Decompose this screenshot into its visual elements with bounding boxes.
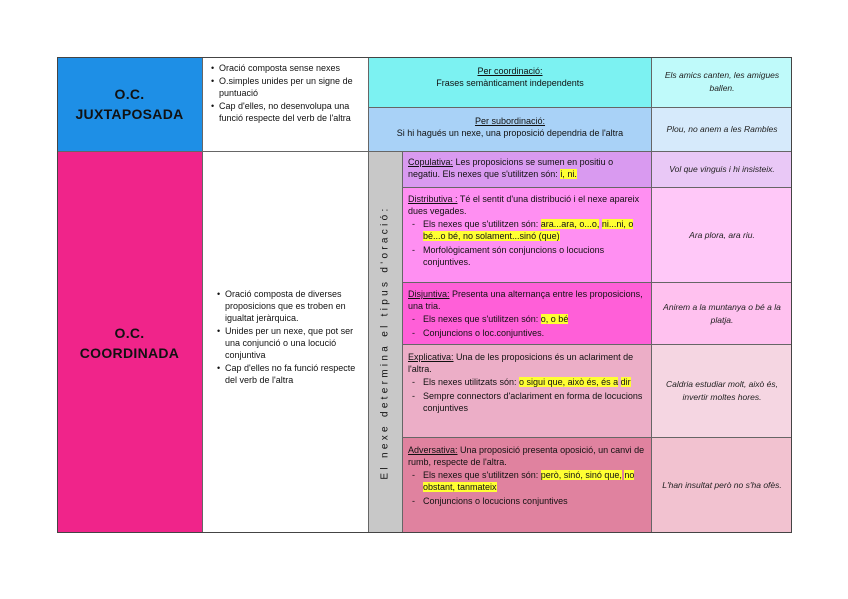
copulativa-example-cell [652,152,792,188]
coordinacio-example: Els amics canten, les amigues ballen. [664,70,780,93]
explicativa-example: Caldria estudiar molt, això és, invertir moltes hores. [666,379,778,402]
vertical-label: El nexe determina el tipus d'oració: [380,205,392,480]
explicativa-cell [403,345,652,438]
disjuntiva-name: Disjuntiva: [408,289,450,299]
disjuntiva-nexes-prefix: Els nexes que s'utilitzen són: [423,314,541,324]
adversativa-list [408,469,647,507]
copulativa-example: Vol que vinguis i hi insisteix. [669,164,775,174]
explicativa-nexes-highlight-2: dir [620,377,631,387]
coordinada-bullet: • Unides per un nexe, que pot ser una conjunció o una locució conjuntiva [225,325,364,361]
distributiva-morphology-item: - Morfològicament són conjuncions o locucions conjuntives. [423,244,647,268]
coordinada-title-cell [57,152,203,533]
juxtaposada-bullet: • Cap d'elles, no desenvolupa una funció respecte del verb de l'altra [219,100,364,124]
adversativa-nexes-highlight: però, sinó, sinó que, [540,470,622,480]
juxtaposada-title-line1: O.C. [114,86,145,102]
distributiva-name: Distributiva : [408,194,458,204]
subordinacio-description: Si hi hagués un nexe, una proposició dependria de l'altra [396,128,624,138]
distributiva-nexes-item [423,218,647,242]
coordinacio-example-cell [652,57,792,108]
disjuntiva-list [408,313,647,339]
distributiva-list [408,218,647,268]
distributiva-text: Té el sentit d'una distribució i el nexe apareix dues vegades. [408,194,640,216]
adversativa-morphology-item: - Conjuncions o locucions conjuntives [423,495,647,507]
explicativa-text: Una de les proposicions és un aclariment de l'altra. [408,352,634,374]
subordinacio-cell [369,108,652,152]
adversativa-example-cell [652,438,792,533]
distributiva-nexes-highlight: ara...ara, o...o, [540,219,600,229]
juxtaposada-title-cell [57,57,203,152]
juxtaposada-bullet: • Oració composta sense nexes [219,62,364,74]
coordinada-bullet-list [216,288,364,386]
copulativa-cell [403,152,652,188]
coordinada-title-line2: COORDINADA [79,344,180,361]
adversativa-example: L'han insultat però no s'ha ofès. [662,480,782,490]
coordinada-title-line1: O.C. [114,324,145,341]
coordinacio-description: Frases semànticament independents [436,78,584,88]
juxtaposada-title-line2: JUXTAPOSADA [75,106,184,122]
disjuntiva-text: Presenta una alternança entre les proposicions, una tria. [408,289,643,311]
explicativa-nexes-item [423,376,647,388]
explicativa-example-cell [652,345,792,438]
juxtaposada-bullet: • O.simples unides per un signe de puntuació [219,75,364,99]
coordinada-bullet: • Oració composta de diverses proposicions que es troben en igualtat jeràrquica. [225,288,364,324]
distributiva-example-cell [652,188,792,283]
adversativa-nexes-highlight-2: no obstant, tanmateix [423,470,635,492]
adversativa-text: Una proposició presenta oposició, un canvi de rumb, respecte de l'altra. [408,445,645,467]
subordinacio-example-cell [652,108,792,152]
disjuntiva-cell [403,283,652,345]
coordinacio-label: Per coordinació: [477,66,543,76]
coordinacio-cell [369,57,652,108]
subordinacio-label: Per subordinació: [474,116,546,126]
subordinacio-example: Plou, no anem a les Rambles [666,124,778,134]
coordinada-bullet: • Cap d'elles no fa funció respecte del verb de l'altra [225,362,364,386]
juxtaposada-bullet-list [210,62,364,124]
distributiva-nexes-prefix: Els nexes que s'utilitzen són: [423,219,541,229]
distributiva-example: Ara plora, ara riu. [689,229,755,240]
copulativa-nexes-highlight: i, ni. [560,169,577,179]
disjuntiva-nexes-highlight: o, o bé [540,314,569,324]
adversativa-nexes-prefix: Els nexes que s'utilitzen són: [423,470,541,480]
adversativa-name: Adversativa: [408,445,458,455]
disjuntiva-morphology-item: - Conjuncions o loc.conjuntives. [423,327,647,339]
disjuntiva-example: Anirem a la muntanya o bé a la platja. [663,301,781,325]
explicativa-name: Explicativa: [408,352,454,362]
copulativa-name: Copulativa: [408,157,454,167]
disjuntiva-nexes-item [423,313,647,325]
explicativa-nexes-prefix: Els nexes utilitzats són: [423,377,520,387]
adversativa-cell [403,438,652,533]
copulativa-text: Les proposicions se sumen en positiu o negatiu. Els nexes que s'utilitzen són: [408,157,614,179]
distributiva-cell [403,188,652,283]
juxtaposada-description-cell [203,57,369,152]
explicativa-list [408,376,647,414]
vertical-label-cell [369,152,403,533]
distributiva-nexes-highlight-2: ni...ni, o bé...o bé, no solament...sinó (que) [423,219,634,241]
disjuntiva-example-cell [652,283,792,345]
adversativa-nexes-item [423,469,647,493]
coordinada-description-cell [203,152,369,533]
explicativa-nexes-highlight: o sigui que, això és, és a [519,377,619,387]
explicativa-morphology-item: - Sempre connectors d'aclariment en forma de locucions conjuntives [423,390,647,414]
